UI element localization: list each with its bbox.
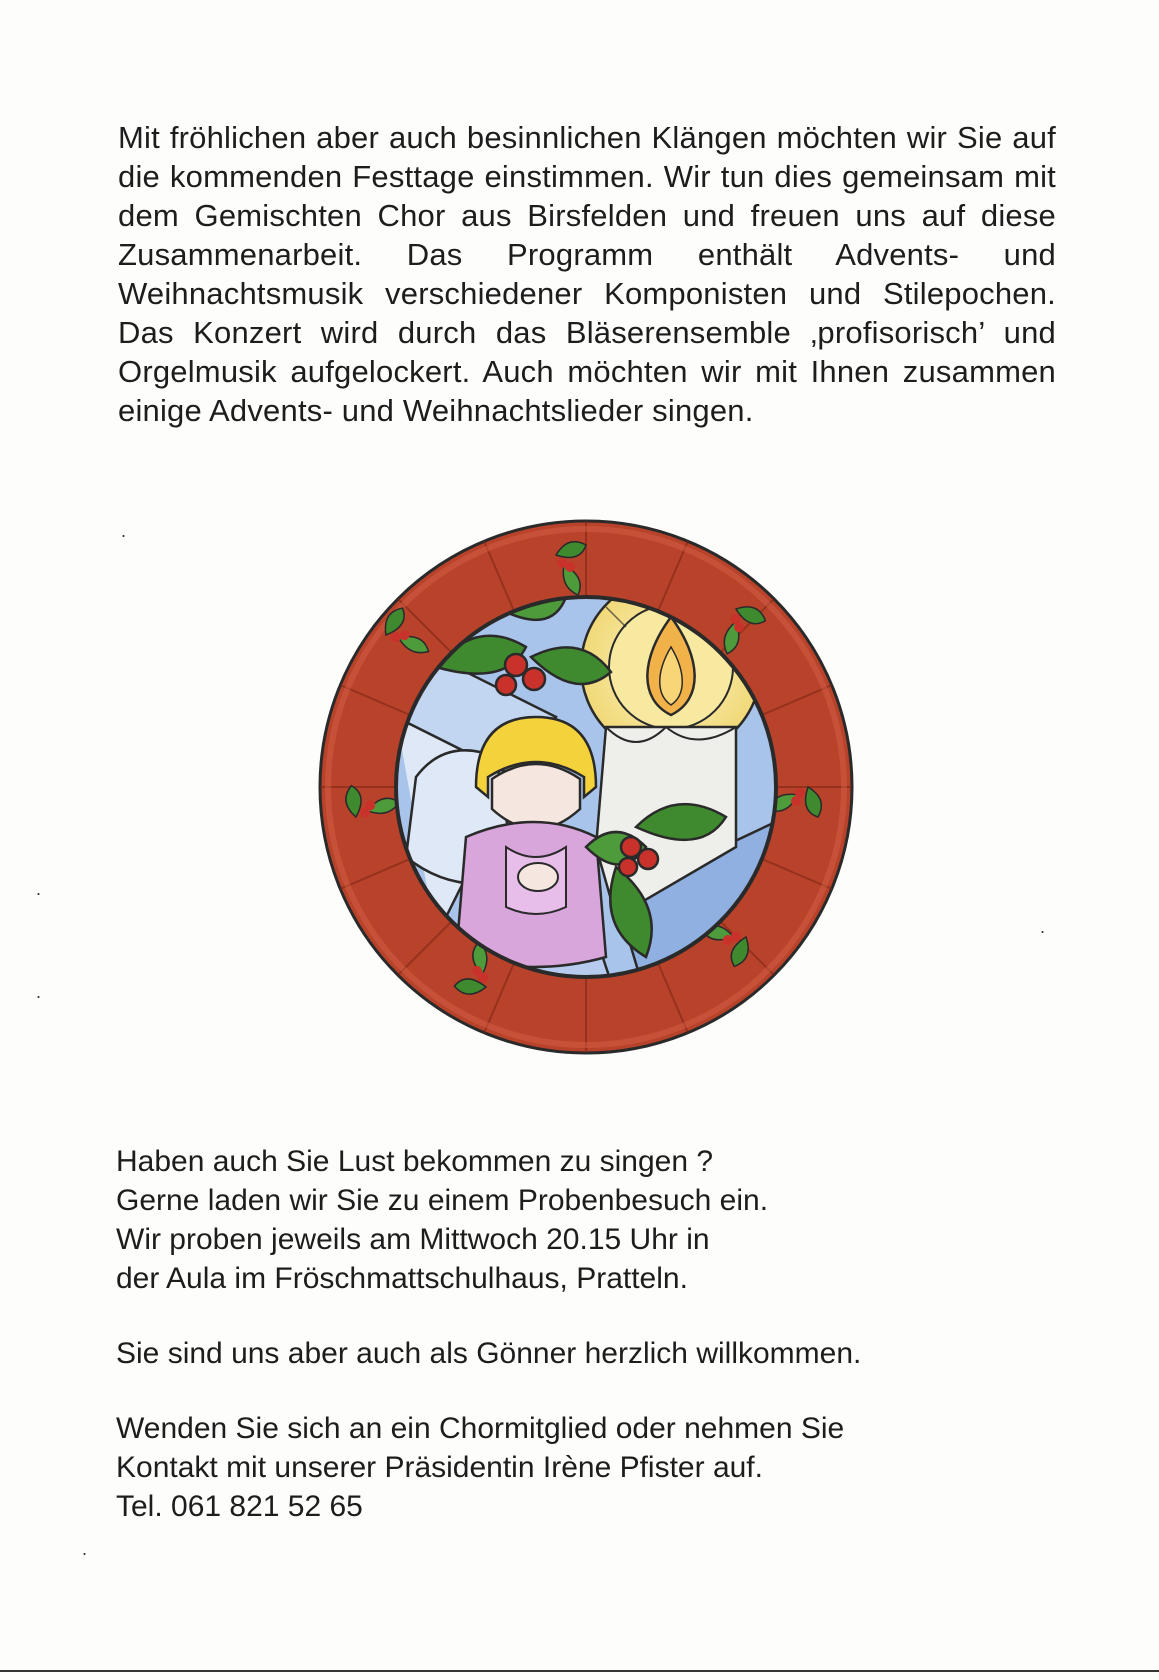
invitation-paragraph bbox=[116, 1142, 1016, 1298]
intro-paragraph: Mit fröhlichen aber auch besinnlichen Klängen möchten wir Sie auf die kommenden Festtage einstimmen. Wir tun dies gemeinsam mit dem Gemischten Chor aus Birsfelden und freuen uns auf diese Zusammenarbeit. Das Programm enthält Advents- und Weihnachtsmusik verschiedener Komponisten und Stilepochen. Das Konzert wird durch das Bläserensemble ‚profisorisch’ und Orgelmusik aufgelockert. Auch möchten wir mit Ihnen zusammen einige Advents- und Weihnachtslieder singen. bbox=[118, 120, 1056, 428]
stray-dot: . bbox=[82, 1539, 88, 1559]
donor-paragraph: Sie sind uns aber auch als Gönner herzlich willkommen. bbox=[116, 1337, 862, 1370]
stray-dot: . bbox=[121, 521, 127, 541]
angel-face bbox=[492, 764, 580, 829]
stray-dot: . bbox=[1040, 917, 1046, 937]
contact-line: Kontakt mit unserer Präsidentin Irène Pfister auf. bbox=[116, 1451, 763, 1484]
stray-dot: . bbox=[36, 879, 42, 899]
phone-number: Tel. 061 821 52 65 bbox=[116, 1490, 363, 1523]
info-line: der Aula im Fröschmattschulhaus, Pratteln. bbox=[116, 1262, 688, 1295]
stained-glass-christmas-angel-candle-holly-icon bbox=[316, 517, 856, 1057]
info-text bbox=[116, 1142, 1016, 1526]
info-line: Haben auch Sie Lust bekommen zu singen ? bbox=[116, 1145, 714, 1178]
stray-dot: . bbox=[36, 982, 42, 1002]
contact-paragraph bbox=[116, 1409, 1016, 1526]
info-line: Wir proben jeweils am Mittwoch 20.15 Uhr in bbox=[116, 1223, 710, 1256]
intro-text bbox=[118, 118, 1056, 430]
contact-line: Wenden Sie sich an ein Chormitglied oder nehmen Sie bbox=[116, 1412, 845, 1445]
bottom-edge-line bbox=[0, 1670, 1159, 1672]
info-line: Gerne laden wir Sie zu einem Probenbesuch ein. bbox=[116, 1184, 769, 1217]
